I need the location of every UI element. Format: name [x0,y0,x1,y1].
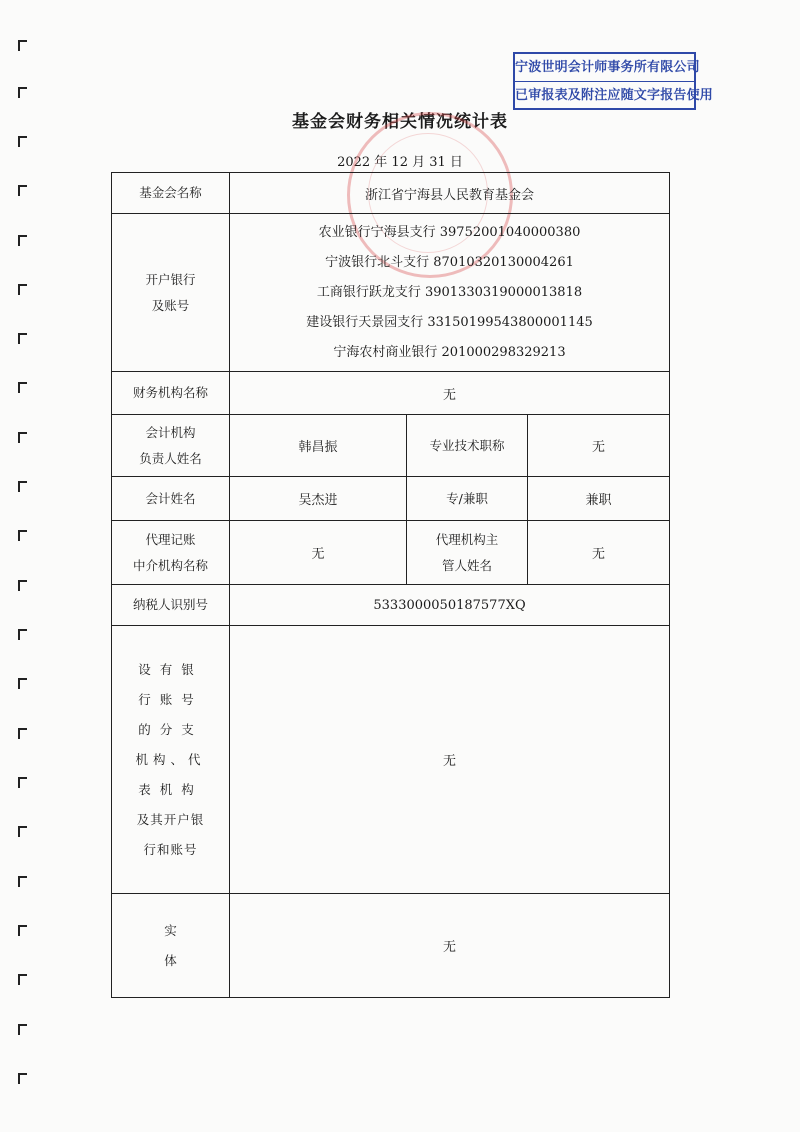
label-branches [112,626,230,894]
label-bank-accounts [112,214,230,372]
label-accountant: 会计姓名 [112,477,230,521]
bank-account: 宁波银行北斗支行 87010320130004261 [325,254,574,270]
table-row [112,173,670,214]
label-line: 及账号 [151,297,190,313]
stamp-line-firm: 宁波世明会计师事务所有限公司 [515,60,700,75]
label-taxpayer-id: 纳税人识别号 [112,585,230,626]
table-row [112,626,670,894]
label-line: 体 [164,952,177,968]
label-accounting-head [112,415,230,477]
label-line: 机构、代 [135,751,206,767]
label-line: 负责人姓名 [139,450,202,466]
table-row [112,477,670,521]
label-professional-title: 专业技术职称 [407,415,528,477]
bank-account: 工商银行跃龙支行 3901330319000013818 [316,284,583,300]
table-row [112,214,670,372]
label-line: 中介机构名称 [132,557,208,573]
label-line: 开户银行 [145,271,196,287]
table-row [112,372,670,415]
bank-account: 宁海农村商业银行 201000298329213 [333,344,566,360]
bank-account: 农业银行宁海县支行 39752001040000380 [318,224,581,240]
value-fulltime: 兼职 [528,477,670,521]
value-agent-org: 无 [230,521,407,585]
value-entity: 无 [230,894,670,998]
label-line: 的分支 [138,721,203,737]
value-accountant: 吴杰进 [230,477,407,521]
auditor-stamp [513,52,714,110]
label-fulltime: 专/兼职 [407,477,528,521]
value-professional-title: 无 [528,415,670,477]
value-bank-accounts [230,214,670,372]
label-foundation-name: 基金会名称 [112,173,230,214]
value-branches: 无 [230,626,670,894]
value-finance-org: 无 [230,372,670,415]
label-line: 会计机构 [145,424,196,440]
value-agent-manager: 无 [528,521,670,585]
table-row [112,521,670,585]
label-line: 表机构 [138,781,203,797]
table-row [112,894,670,998]
label-line: 及其开户银 [136,811,205,827]
label-line: 管人姓名 [441,557,492,573]
value-taxpayer-id: 5333000050187577XQ [230,585,670,626]
label-finance-org: 财务机构名称 [112,372,230,415]
label-line: 行账号 [138,691,203,707]
value-accounting-head: 韩昌振 [230,415,407,477]
binding-hole-marks [18,40,32,1120]
value-foundation-name: 浙江省宁海县人民教育基金会 [230,173,670,214]
label-line: 行和账号 [143,841,198,857]
label-line: 代理机构主 [435,531,499,547]
statistics-table [111,172,670,998]
label-line: 设有银 [138,661,203,677]
label-agent-manager [407,521,528,585]
report-date: 2022 年 12 月 31 日 [337,155,463,170]
table-row [112,415,670,477]
label-line: 代理记账 [145,531,196,547]
table-row [112,585,670,626]
label-line: 实 [164,922,177,938]
stamp-line-note: 已审报表及附注应随文字报告使用 [515,81,694,109]
label-entity [112,894,230,998]
bank-account: 建设银行天景园支行 33150199543800001145 [306,314,593,330]
page-title: 基金会财务相关情况统计表 [292,112,508,132]
label-agent-org [112,521,230,585]
